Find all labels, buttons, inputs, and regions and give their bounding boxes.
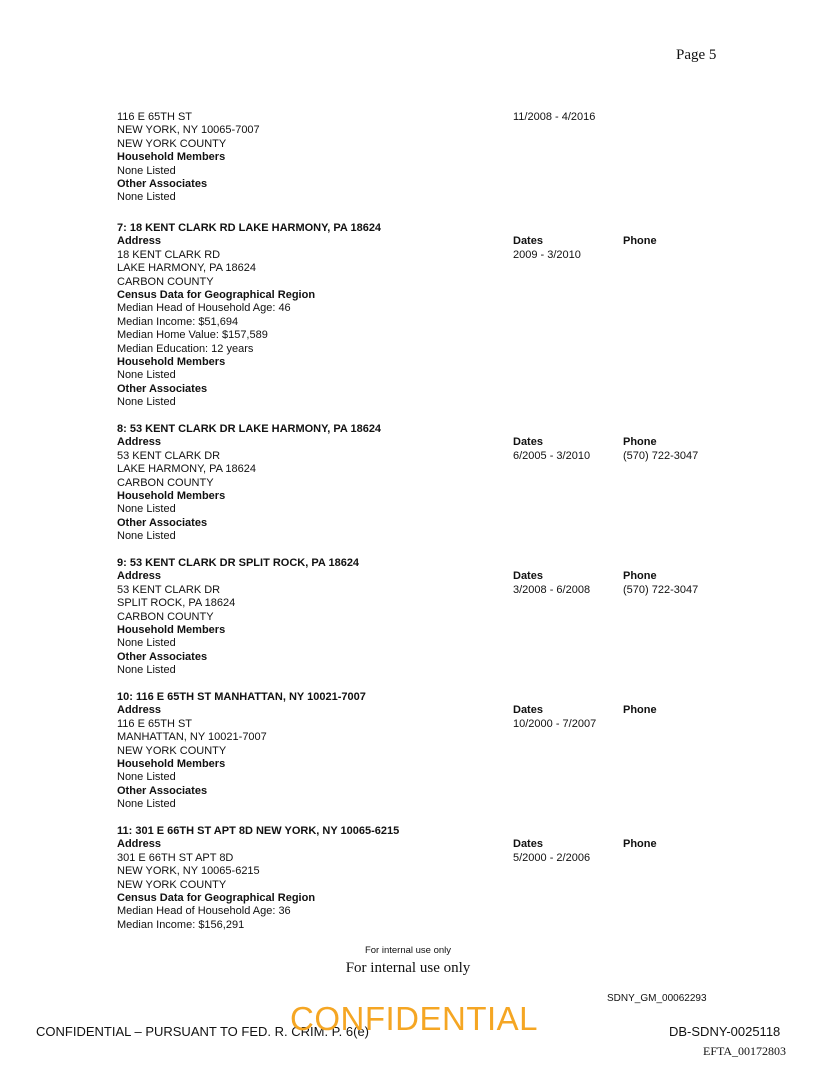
bates-number-db-sdny: DB-SDNY-0025118 — [669, 1024, 781, 1039]
dates-value: 10/2000 - 7/2007 — [513, 717, 597, 730]
efta-number: EFTA_00172803 — [703, 1044, 787, 1058]
address-line: 53 KENT CLARK DR — [117, 583, 221, 596]
continued-address-block — [117, 111, 497, 205]
address-line: NEW YORK COUNTY — [117, 878, 227, 891]
record-9 — [117, 557, 497, 678]
address-line: None Listed — [117, 191, 176, 204]
address-line: None Listed — [117, 530, 176, 543]
dates-label: Dates — [513, 570, 543, 583]
dates-label: Dates — [513, 838, 543, 851]
address-line: None Listed — [117, 369, 176, 382]
address-line: LAKE HARMONY, PA 18624 — [117, 262, 256, 275]
section-label: Household Members — [117, 758, 226, 771]
address-line: 53 KENT CLARK DR — [117, 449, 221, 462]
address-line: CARBON COUNTY — [117, 275, 214, 288]
phone-label: Phone — [623, 436, 657, 449]
section-label: Census Data for Geographical Region — [117, 289, 316, 302]
section-label: Other Associates — [117, 516, 208, 529]
phone-label: Phone — [623, 570, 657, 583]
address-line: Median Head of Household Age: 46 — [117, 302, 291, 315]
section-label: Household Members — [117, 151, 226, 164]
dates-label: Dates — [513, 704, 543, 717]
address-label: Address — [117, 436, 162, 449]
confidential-stamp: CONFIDENTIAL — [290, 1000, 539, 1037]
address-line: 18 KENT CLARK RD — [117, 248, 221, 261]
section-label: Other Associates — [117, 178, 208, 191]
dates-label: Dates — [513, 235, 543, 248]
section-label: Household Members — [117, 356, 226, 369]
address-line: Median Income: $156,291 — [117, 918, 245, 931]
section-label: Other Associates — [117, 382, 208, 395]
phone-value: (570) 722-3047 — [623, 449, 699, 462]
address-line: None Listed — [117, 396, 176, 409]
address-line: 301 E 66TH ST APT 8D — [117, 851, 234, 864]
dates-value: 3/2008 - 6/2008 — [513, 583, 591, 596]
address-label: Address — [117, 838, 162, 851]
record-10 — [117, 691, 497, 812]
section-label: Other Associates — [117, 784, 208, 797]
dates-label: Dates — [513, 436, 543, 449]
dates-value: 6/2005 - 3/2010 — [513, 449, 591, 462]
section-label: Other Associates — [117, 650, 208, 663]
address-line: Median Head of Household Age: 36 — [117, 905, 291, 918]
record-7 — [117, 222, 497, 410]
address-line: None Listed — [117, 637, 176, 650]
dates-value: 2009 - 3/2010 — [513, 248, 581, 261]
section-label: Census Data for Geographical Region — [117, 892, 316, 905]
address-line: Median Income: $51,694 — [117, 315, 239, 328]
address-line: CARBON COUNTY — [117, 610, 214, 623]
address-label: Address — [117, 235, 162, 248]
address-line: NEW YORK COUNTY — [117, 744, 227, 757]
phone-value: (570) 722-3047 — [623, 583, 699, 596]
phone-label: Phone — [623, 235, 657, 248]
address-line: MANHATTAN, NY 10021-7007 — [117, 731, 267, 744]
address-line: CARBON COUNTY — [117, 476, 214, 489]
address-line: 116 E 65TH ST — [117, 717, 192, 730]
record-8 — [117, 423, 497, 544]
address-label: Address — [117, 570, 162, 583]
address-line: None Listed — [117, 771, 176, 784]
section-label: Household Members — [117, 624, 226, 637]
section-label: Household Members — [117, 490, 226, 503]
address-line: SPLIT ROCK, PA 18624 — [117, 597, 236, 610]
internal-use-note-small: For internal use only — [364, 945, 452, 956]
record-title: 11: 301 E 66TH ST APT 8D NEW YORK, NY 10065-6215 — [117, 825, 400, 837]
address-line: Median Home Value: $157,589 — [117, 329, 268, 342]
page-number: Page 5 — [676, 47, 717, 63]
dates-value: 5/2000 - 2/2006 — [513, 851, 591, 864]
internal-use-note: For internal use only — [345, 960, 471, 976]
address-line: None Listed — [117, 503, 176, 516]
address-line: NEW YORK COUNTY — [117, 137, 227, 150]
address-line: None Listed — [117, 164, 176, 177]
address-line: NEW YORK, NY 10065-7007 — [117, 124, 260, 137]
address-line: LAKE HARMONY, PA 18624 — [117, 463, 256, 476]
bates-number-sdny-gm: SDNY_GM_00062293 — [607, 993, 707, 1004]
phone-label: Phone — [623, 704, 657, 717]
address-line: 116 E 65TH ST — [117, 111, 192, 123]
address-line: None Listed — [117, 664, 176, 677]
confidential-notice: CONFIDENTIAL – PURSUANT TO FED. R. CRIM. P. 6(e) — [36, 1024, 370, 1039]
address-line: Median Education: 12 years — [117, 342, 254, 355]
continued-dates: 11/2008 - 4/2016 — [513, 111, 596, 123]
record-title: 8: 53 KENT CLARK DR LAKE HARMONY, PA 18624 — [117, 423, 382, 435]
record-title: 10: 116 E 65TH ST MANHATTAN, NY 10021-7007 — [117, 691, 366, 703]
record-title: 7: 18 KENT CLARK RD LAKE HARMONY, PA 18624 — [117, 222, 382, 234]
record-title: 9: 53 KENT CLARK DR SPLIT ROCK, PA 18624 — [117, 557, 360, 569]
address-line: NEW YORK, NY 10065-6215 — [117, 865, 260, 878]
address-line: None Listed — [117, 798, 176, 811]
record-11 — [117, 825, 497, 932]
phone-label: Phone — [623, 838, 657, 851]
address-label: Address — [117, 704, 162, 717]
